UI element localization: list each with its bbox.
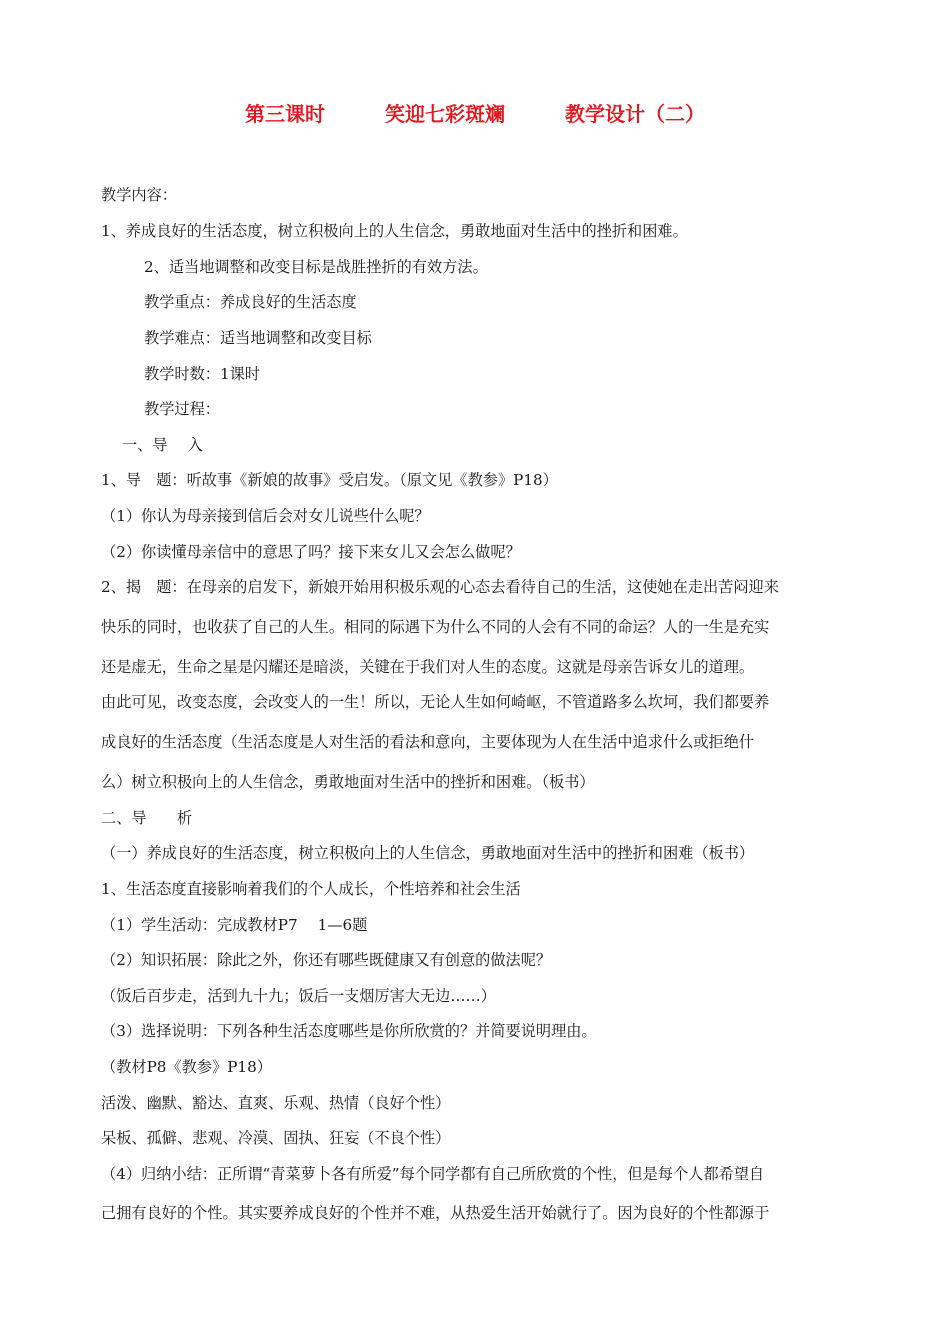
paragraph-line: 教学重点：养成良好的生活态度 (144, 293, 357, 311)
paragraph-line: 教学难点：适当地调整和改变目标 (144, 329, 372, 347)
question-line: （2）你读懂母亲信中的意思了吗？接下来女儿又会怎么做呢？ (101, 543, 521, 561)
paragraph-line: （饭后百步走，活到九十九；饭后一支烟厉害大无边……） (101, 987, 496, 1005)
paragraph-line: 呆板、孤僻、悲观、冷漠、固执、狂妄（不良个性） (101, 1129, 451, 1147)
paragraph-line: 己拥有良好的个性。其实要养成良好的个性并不难，从热爱生活开始就行了。因为良好的个性都源于 (101, 1204, 770, 1222)
paragraph-line: （4）归纳小结：正所谓“青菜萝卜各有所爱”每个同学都有自己所欣赏的个性，但是每个人都希望自 (101, 1165, 765, 1183)
paragraph-line: 还是虚无，生命之星是闪耀还是暗淡，关键在于我们对人生的态度。这就是母亲告诉女儿的道理。 (101, 658, 755, 676)
paragraph-line: （2）知识拓展：除此之外，你还有哪些既健康又有创意的做法呢？ (101, 951, 552, 969)
paragraph-line: 1、养成良好的生活态度，树立积极向上的人生信念，勇敢地面对生活中的挫折和困难。 (101, 222, 688, 240)
section-heading: 二、导 析 (101, 809, 193, 827)
section-label: 教学过程： (144, 400, 220, 418)
paragraph-line: （教材P8《教参》P18） (101, 1058, 272, 1076)
paragraph-line: （1）学生活动：完成教材P7 1—6题 (101, 916, 368, 934)
paragraph-line: （一）养成良好的生活态度，树立积极向上的人生信念，勇敢地面对生活中的挫折和困难（板书） (101, 844, 755, 862)
paragraph-line: 成良好的生活态度（生活态度是人对生活的看法和意向，主要体现为人在生活中追求什么或拒绝什 (101, 733, 755, 751)
paragraph-line: （3）选择说明：下列各种生活态度哪些是你所欣赏的？并简要说明理由。 (101, 1022, 597, 1040)
question-line: （1）你认为母亲接到信后会对女儿说些什么呢？ (101, 507, 430, 525)
section-label: 教学内容： (101, 186, 177, 204)
section-heading: 一、导 入 (122, 436, 203, 454)
paragraph-line: 由此可见，改变态度，会改变人的一生！所以，无论人生如何崎岖，不管道路多么坎坷，我们都要养 (101, 693, 770, 711)
paragraph-line: 快乐的同时，也收获了自己的人生。相同的际遇下为什么不同的人会有不同的命运？人的一生是充实 (101, 618, 770, 636)
paragraph-line: 1、导 题：听故事《新娘的故事》受启发。（原文见《教参》P18） (101, 471, 558, 489)
paragraph-line: 1、生活态度直接影响着我们的个人成长，个性培养和社会生活 (101, 880, 521, 898)
paragraph-line: 活泼、幽默、豁达、直爽、乐观、热情（良好个性） (101, 1094, 451, 1112)
paragraph-line: 么）树立积极向上的人生信念，勇敢地面对生活中的挫折和困难。（板书） (101, 773, 595, 791)
paragraph-line: 2、适当地调整和改变目标是战胜挫折的有效方法。 (144, 258, 488, 276)
paragraph-line: 教学时数：1课时 (144, 365, 260, 383)
document-title: 第三课时 笑迎七彩斑斓 教学设计（二） (245, 102, 705, 126)
paragraph-line: 2、揭 题：在母亲的启发下，新娘开始用积极乐观的心态去看待自己的生活，这使她在走出苦闷迎来 (101, 578, 779, 596)
